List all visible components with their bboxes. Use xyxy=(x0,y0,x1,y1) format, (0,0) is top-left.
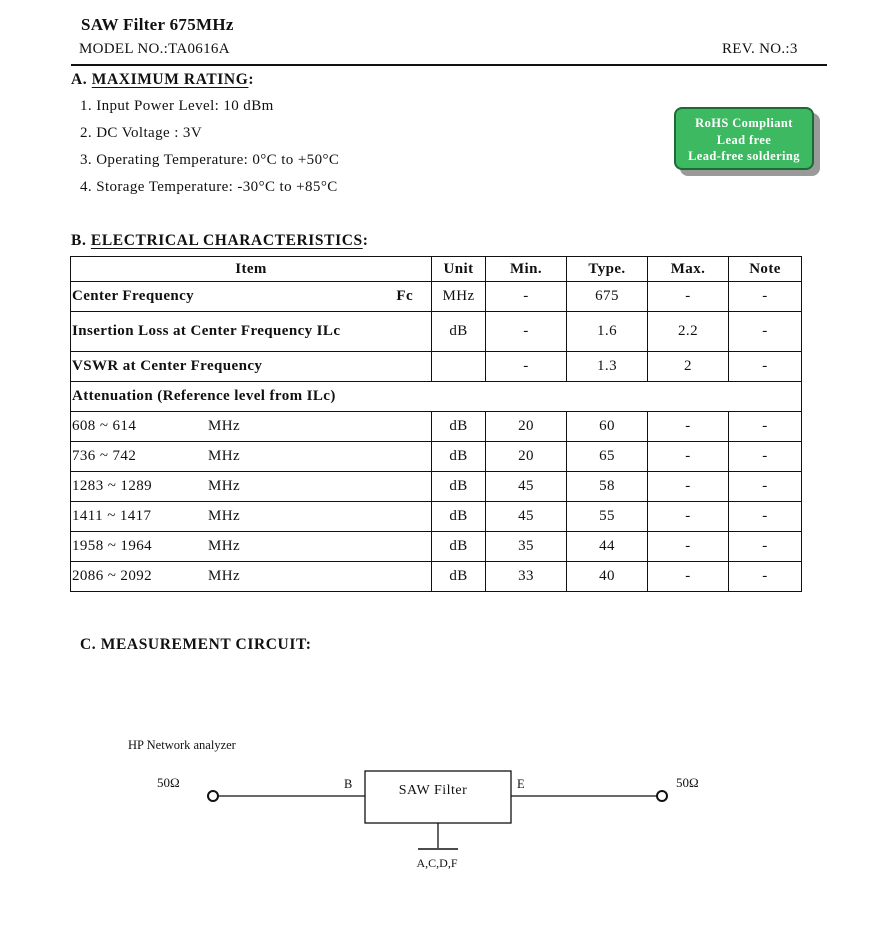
max-cell: 2.2 xyxy=(648,312,729,352)
note-cell: - xyxy=(729,352,802,382)
typ-cell: 1.6 xyxy=(567,312,648,352)
note-cell: - xyxy=(729,312,802,352)
analyzer-label: HP Network analyzer xyxy=(128,738,236,752)
max-cell: - xyxy=(648,282,729,312)
rating-item: 4. Storage Temperature: -30°C to +85°C xyxy=(80,179,338,195)
column-header: Type. xyxy=(567,257,648,282)
item-name: Center Frequency xyxy=(72,288,195,304)
frequency-range: 1958 ~ 1964 xyxy=(72,538,153,554)
section-b-letter: B. xyxy=(71,232,91,249)
note-cell: - xyxy=(729,282,802,312)
min-cell: 35 xyxy=(486,532,567,562)
frequency-range: 1411 ~ 1417 xyxy=(72,508,152,524)
max-cell: - xyxy=(648,562,729,592)
min-cell: - xyxy=(486,282,567,312)
section-a-title: MAXIMUM RATING xyxy=(91,71,249,88)
typ-cell: 44 xyxy=(567,532,648,562)
max-cell: - xyxy=(648,412,729,442)
typ-cell: 55 xyxy=(567,502,648,532)
frequency-range: 2086 ~ 2092 xyxy=(72,568,153,584)
rating-item: 3. Operating Temperature: 0°C to +50°C xyxy=(80,152,340,168)
max-cell: - xyxy=(648,472,729,502)
frequency-range: 1283 ~ 1289 xyxy=(72,478,153,494)
ground-pins-label: A,C,D,F xyxy=(416,856,458,870)
column-header: Min. xyxy=(486,257,567,282)
note-cell: - xyxy=(729,442,802,472)
section-b-title: ELECTRICAL CHARACTERISTICS xyxy=(90,232,363,249)
range-unit: MHz xyxy=(208,538,241,554)
saw-filter-label: SAW Filter xyxy=(398,783,468,798)
item-symbol: Fc xyxy=(396,288,413,304)
right-impedance-label: 50Ω xyxy=(676,775,699,790)
rohs-line: Lead-free soldering xyxy=(688,149,800,163)
rohs-line: RoHS Compliant xyxy=(695,116,793,130)
range-unit: MHz xyxy=(208,568,241,584)
typ-cell: 58 xyxy=(567,472,648,502)
note-cell: - xyxy=(729,502,802,532)
range-unit: MHz xyxy=(208,508,241,524)
typ-cell: 60 xyxy=(567,412,648,442)
min-cell: 45 xyxy=(486,502,567,532)
min-cell: 33 xyxy=(486,562,567,592)
note-cell: - xyxy=(729,562,802,592)
min-cell: 20 xyxy=(486,442,567,472)
attenuation-heading-cell: Attenuation (Reference level from ILc) xyxy=(71,382,802,412)
model-number: MODEL NO.:TA0616A xyxy=(79,41,230,57)
section-b-colon: : xyxy=(362,232,369,249)
unit-cell: dB xyxy=(432,532,486,562)
unit-cell: dB xyxy=(432,442,486,472)
section-a-letter: A. xyxy=(71,71,92,88)
column-header: Note xyxy=(729,257,802,282)
max-cell: - xyxy=(648,502,729,532)
frequency-range: 736 ~ 742 xyxy=(72,448,137,464)
rohs-line: Lead free xyxy=(716,132,772,147)
range-unit: MHz xyxy=(208,418,241,434)
output-terminal xyxy=(657,791,667,801)
section-c-heading: C. MEASUREMENT CIRCUIT: xyxy=(80,636,312,653)
min-cell: - xyxy=(486,352,567,382)
note-cell: - xyxy=(729,532,802,562)
revision-number: REV. NO.:3 xyxy=(722,41,798,57)
item-cell: VSWR at Center Frequency xyxy=(71,352,432,382)
rating-item: 1. Input Power Level: 10 dBm xyxy=(80,98,274,114)
note-cell: - xyxy=(729,412,802,442)
typ-cell: 1.3 xyxy=(567,352,648,382)
range-unit: MHz xyxy=(208,448,241,464)
input-port-label: B xyxy=(344,777,353,791)
note-cell: - xyxy=(729,472,802,502)
unit-cell: dB xyxy=(432,412,486,442)
column-header: Item xyxy=(71,257,432,282)
document-title: SAW Filter 675MHz xyxy=(81,15,234,34)
column-header: Max. xyxy=(648,257,729,282)
section-a-colon: : xyxy=(248,71,255,88)
output-port-label: E xyxy=(517,777,525,791)
range-unit: MHz xyxy=(208,478,241,494)
left-impedance-label: 50Ω xyxy=(157,775,180,790)
max-cell: - xyxy=(648,532,729,562)
typ-cell: 675 xyxy=(567,282,648,312)
min-cell: - xyxy=(486,312,567,352)
unit-cell: dB xyxy=(432,312,486,352)
min-cell: 45 xyxy=(486,472,567,502)
max-cell: 2 xyxy=(648,352,729,382)
frequency-range: 608 ~ 614 xyxy=(72,418,137,434)
unit-cell: dB xyxy=(432,502,486,532)
input-terminal xyxy=(208,791,218,801)
min-cell: 20 xyxy=(486,412,567,442)
item-cell: Insertion Loss at Center Frequency ILc xyxy=(71,312,432,352)
unit-cell: MHz xyxy=(432,282,486,312)
max-cell: - xyxy=(648,442,729,472)
column-header: Unit xyxy=(432,257,486,282)
typ-cell: 40 xyxy=(567,562,648,592)
typ-cell: 65 xyxy=(567,442,648,472)
unit-cell: dB xyxy=(432,472,486,502)
unit-cell: dB xyxy=(432,562,486,592)
rating-item: 2. DC Voltage : 3V xyxy=(80,125,203,141)
